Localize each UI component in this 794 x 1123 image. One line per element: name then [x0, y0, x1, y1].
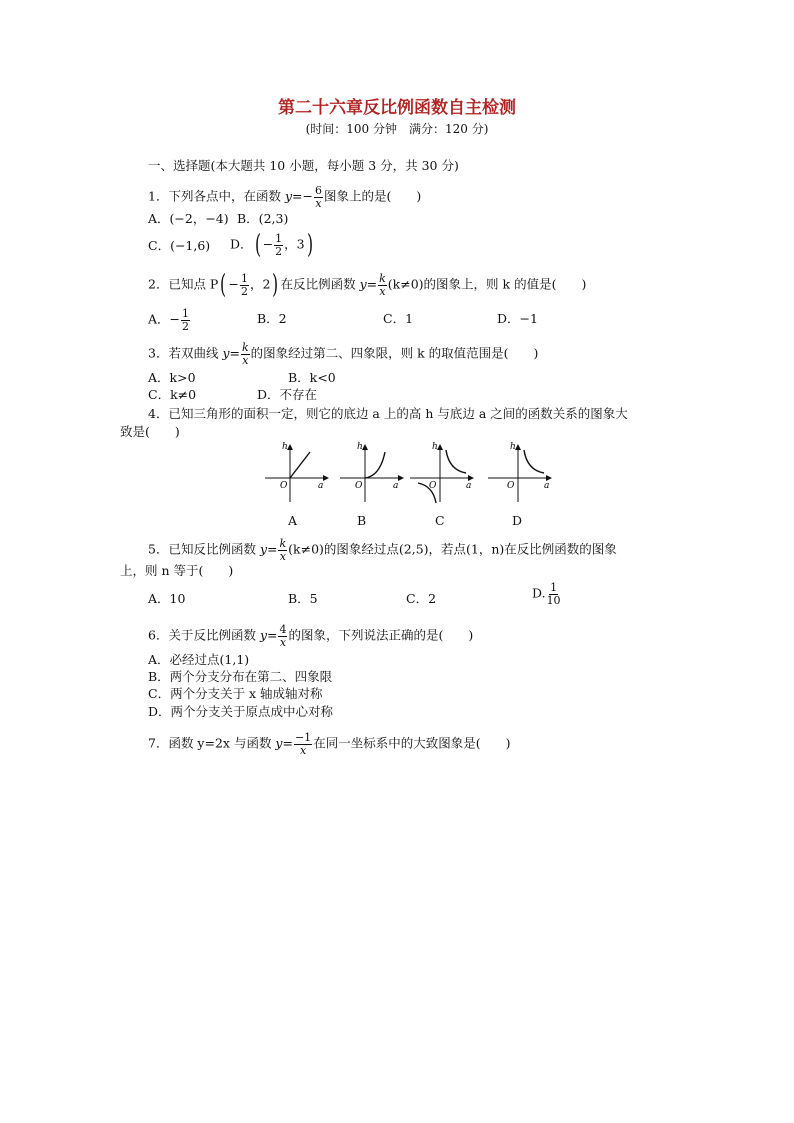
- q5-option-c: C．2: [406, 591, 437, 606]
- q2-option-a-label: A．−: [148, 311, 181, 327]
- question-6-pre: 6．关于反比例函数: [148, 627, 260, 643]
- graph-h-label: h: [510, 442, 516, 452]
- question-5-fraction: [278, 538, 287, 562]
- q1-option-d: D．( − $\frac{1}{2}$ ，3): [230, 230, 313, 260]
- graph-h-label: h: [282, 442, 288, 452]
- graph-a-label: a: [318, 481, 324, 491]
- question-2: 2．已知点 P( − $\frac{1}{2}$ ，2) 在反比例函数 y= $\frac{k}{x}$ (k≠0)的图象上，则 k 的值是( ): [148, 270, 587, 300]
- question-7-post: 在同一坐标系中的大致图象是( ): [313, 735, 511, 751]
- question-6-post: 的图象，下列说法正确的是( ): [288, 627, 474, 643]
- q2-option-a-fraction: [181, 308, 190, 332]
- question-1-post: 图象上的是( ): [323, 188, 422, 204]
- graph-h-label: h: [357, 442, 363, 452]
- question-7-pre: 7．函数 y=2x 与函数: [148, 735, 276, 751]
- fraction-denominator: x: [279, 635, 287, 649]
- fraction-denominator: x: [299, 743, 307, 757]
- question-2-mid: 在反比例函数: [280, 276, 360, 292]
- question-2-pre: 2．已知点 P: [148, 276, 219, 292]
- fraction-denominator: 2: [182, 319, 190, 333]
- q6-option-b: B．两个分支分布在第二、四象限: [148, 669, 333, 684]
- graph-origin-label: O: [429, 481, 437, 491]
- question-3-post: 的图象经过第二、四象限，则 k 的取值范围是( ): [250, 345, 539, 361]
- fraction-denominator: x: [279, 549, 286, 563]
- q5-option-d-fraction: [547, 582, 561, 606]
- fraction-numerator: −1: [294, 731, 312, 744]
- q4-label-a: A: [288, 513, 298, 528]
- q4-label-c: C: [435, 513, 445, 528]
- section-heading: 一、选择题(本大题共 10 小题，每小题 3 分，共 30 分): [148, 158, 459, 173]
- question-5: [148, 538, 617, 562]
- question-1-fn: y=−: [284, 188, 313, 204]
- question-1-pre: 1．下列各点中，在函数: [148, 188, 285, 204]
- q1-option-d-fraction: [274, 233, 283, 257]
- q1-option-d-label: D．: [230, 236, 253, 252]
- question-7: [148, 732, 510, 756]
- graph-origin-label: O: [355, 481, 363, 491]
- question-5-pre: 5．已知反比例函数: [148, 541, 260, 557]
- q3-option-d: D．不存在: [257, 387, 318, 402]
- q2-option-a: [148, 308, 191, 332]
- question-1: [148, 185, 421, 209]
- question-3-fraction: [241, 342, 250, 366]
- fraction-numerator: k: [241, 341, 249, 354]
- fraction-numerator: 6: [314, 184, 322, 197]
- q6-option-a: A．必经过点(1,1): [148, 652, 250, 667]
- q2-option-b: B．2: [257, 311, 287, 326]
- fraction-denominator: x: [242, 353, 249, 367]
- question-4-line-2: 致是( ): [120, 424, 180, 439]
- page-title: 第二十六章反比例函数自主检测: [278, 98, 516, 118]
- fraction-denominator: 10: [546, 593, 561, 607]
- graph-origin-label: O: [507, 481, 515, 491]
- question-2-fraction: [378, 273, 387, 297]
- q5-option-a: A．10: [148, 591, 186, 606]
- q2-option-d: D．−1: [497, 311, 538, 326]
- question-6: [148, 624, 473, 648]
- question-6-fraction: [278, 624, 287, 648]
- q3-option-b: B．k<0: [288, 370, 336, 385]
- page-subtitle: (时间：100 分钟 满分：120 分): [305, 122, 489, 136]
- question-1-fraction: [314, 185, 323, 209]
- fraction-numerator: 1: [550, 581, 558, 594]
- fraction-numerator: 1: [240, 271, 248, 285]
- q1-option-c: C．(−1,6): [148, 238, 211, 253]
- question-5-fn: y=: [259, 541, 278, 557]
- question-3-fn: y=: [222, 345, 240, 361]
- question-5-post: (k≠0)的图象经过点(2,5)，若点(1，n)在反比例函数的图象: [288, 541, 617, 557]
- q4-label-d: D: [512, 513, 523, 528]
- question-6-fn: y=: [259, 627, 278, 643]
- q1-option-d-post: ，3: [284, 236, 305, 252]
- fraction-numerator: k: [279, 537, 287, 550]
- graph-a-label: a: [393, 481, 399, 491]
- question-7-fraction: [294, 732, 312, 756]
- q5-option-b: B．5: [288, 591, 318, 606]
- graph-a: [265, 442, 328, 502]
- graph-a-label: a: [544, 481, 550, 491]
- graph-b: [340, 442, 403, 502]
- fraction-numerator: 1: [182, 307, 190, 320]
- q4-label-b: B: [357, 513, 367, 528]
- q2-point-post: ，2: [249, 276, 271, 292]
- q2-point-sign: −: [228, 276, 239, 292]
- question-5-line-2: 上，则 n 等于( ): [120, 563, 234, 578]
- question-3: [148, 342, 538, 366]
- graph-h-label: h: [432, 442, 438, 452]
- graph-a-label: a: [466, 481, 472, 491]
- q1-option-d-sign: −: [262, 236, 274, 252]
- q2-option-c: C．1: [383, 311, 414, 326]
- question-4-line-1: 4．已知三角形的面积一定，则它的底边 a 上的高 h 与底边 a 之间的函数关系的图象大: [148, 406, 628, 421]
- q6-option-d: D．两个分支关于原点成中心对称: [148, 704, 334, 719]
- fraction-denominator: 2: [240, 284, 248, 298]
- graph-d: [488, 442, 551, 502]
- q6-option-c: C．两个分支关于 x 轴成轴对称: [148, 686, 323, 701]
- question-7-fn: y=: [275, 735, 293, 751]
- fraction-numerator: k: [379, 271, 386, 285]
- question-3-pre: 3．若双曲线: [148, 345, 223, 361]
- q5-option-d-label: D.: [532, 585, 546, 601]
- q1-option-b: B．(2,3): [237, 211, 289, 226]
- q2-point-fraction: [240, 273, 249, 297]
- question-2-fn: y=: [359, 276, 378, 292]
- fraction-denominator: x: [315, 196, 322, 210]
- q5-option-d: [532, 582, 562, 606]
- q3-option-a: A．k>0: [148, 370, 196, 385]
- fraction-numerator: 4: [279, 623, 287, 636]
- fraction-denominator: 2: [275, 244, 283, 258]
- question-2-post: (k≠0)的图象上，则 k 的值是( ): [387, 276, 587, 292]
- graph-origin-label: O: [280, 481, 288, 491]
- fraction-numerator: 1: [275, 231, 283, 245]
- graph-c: [410, 442, 473, 503]
- fraction-denominator: x: [379, 284, 386, 298]
- q1-option-a: A．(−2，−4): [148, 211, 229, 226]
- q3-option-c: C．k≠0: [148, 387, 197, 402]
